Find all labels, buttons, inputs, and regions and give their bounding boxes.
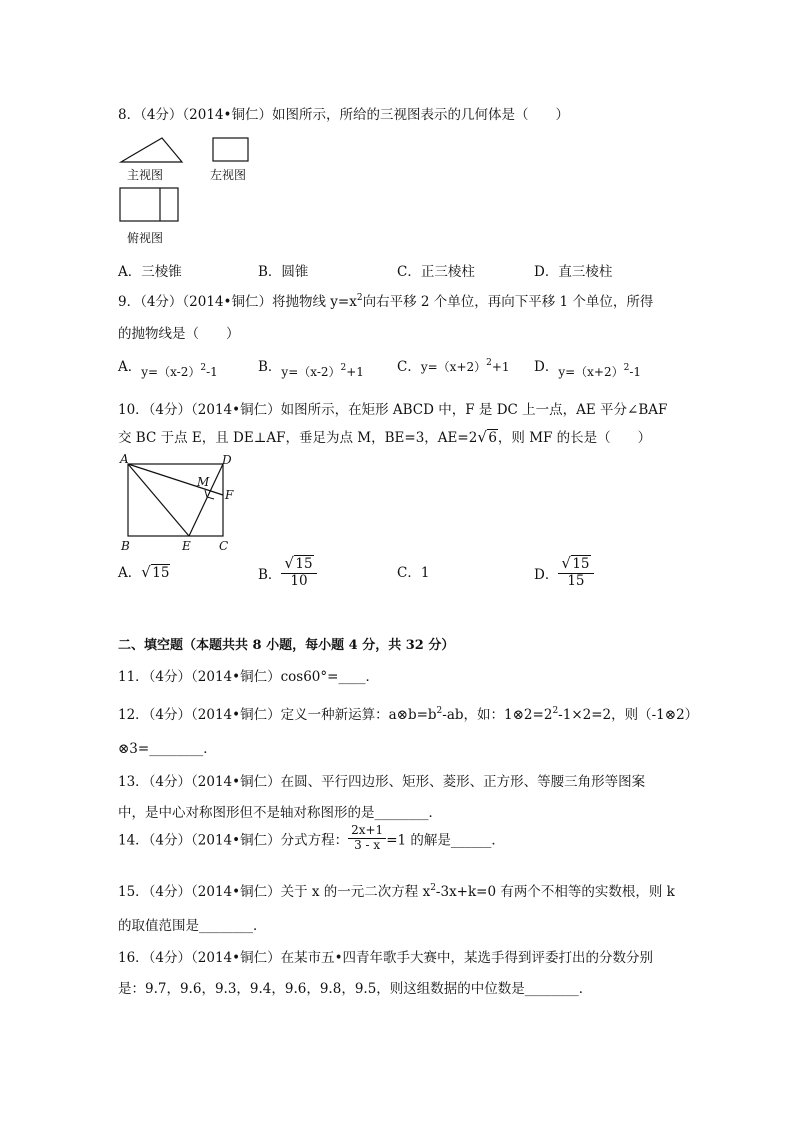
label-a: A: [120, 452, 129, 466]
q8-left-view-rect: [211, 136, 251, 164]
segment-ae: [128, 464, 189, 536]
q15-line1: 15．（4分）（2014•铜仁）关于 x 的一元二次方程 $x^2-3x+k=0$ 有两个不相等的实数根，则 k: [118, 883, 675, 900]
q10-option-d: D． √ 15 15: [534, 557, 594, 589]
sqrt-6: √ 6: [477, 428, 497, 446]
label-e: E: [182, 539, 191, 553]
q16-line1: 16．（4分）（2014•铜仁）在某市五•四青年歌手大赛中，某选手得到评委打出的分数分别: [118, 950, 654, 966]
q8-stem: 8．（4分）（2014•铜仁）如图所示，所给的三视图表示的几何体是（ ）: [118, 107, 569, 123]
q8-left-view-label: 左视图: [210, 168, 247, 182]
q13-line1: 13．（4分）（2014•铜仁）在圆、平行四边形、矩形、菱形、正方形、等腰三角形等图案: [118, 774, 646, 790]
q16-line2: 是：9.7，9.6，9.3，9.4，9.6，9.8，9.5，则这组数据的中位数是________．: [118, 981, 593, 997]
q14: 14．（4分）（2014•铜仁）分式方程： $\frac{2x+1}{3 - x}$ =1 的解是______．: [118, 823, 505, 852]
q8-option-b: B．圆锥: [258, 264, 309, 280]
label-m: M: [197, 475, 210, 489]
label-b: B: [121, 539, 130, 553]
q9-line2: 的抛物线是（ ）: [118, 326, 240, 342]
q9-line1: 9．（4分）（2014•铜仁）将抛物线 $y=x^2$向右平移 2 个单位，再向下平移 1 个单位，所得: [118, 293, 654, 310]
q8-top-view-label: 俯视图: [127, 231, 164, 245]
q8-option-a: A．三棱锥: [118, 264, 182, 280]
q9-option-b: B．$y=(x-2)^2+1$: [258, 359, 364, 379]
section-2-heading: 二、填空题（本题共共 8 小题，每小题 4 分，共 32 分）: [118, 638, 455, 653]
q8-front-view-triangle: [118, 135, 188, 167]
label-c: C: [219, 539, 229, 553]
q8-option-c: C．正三棱柱: [397, 264, 475, 280]
q10-rectangle-figure: [112, 448, 242, 558]
q15-line2: 的取值范围是________．: [118, 918, 267, 934]
q10-option-b: B． √ 15 10: [258, 557, 317, 589]
q13-line2: 中，是中心对称图形但不是轴对称图形的是________．: [118, 805, 442, 821]
q12-line1: 12．（4分）（2014•铜仁）定义一种新运算：$a\otimes b=b^2-ab$，如：$1\otimes 2=2^2-1\times 2=2$，则（-1⊗2）: [118, 706, 699, 723]
q11: 11．（4分）（2014•铜仁）cos60°=____．: [118, 669, 379, 685]
q10-line2: 交 BC 于点 E，且 DE⊥AF，垂足为点 M，BE=3，AE=2 √ 6，则 MF 的长是（ ）: [118, 428, 652, 446]
q8-front-view-label: 主视图: [127, 168, 164, 182]
q9-option-d: D．$y=(x+2)^2-1$: [534, 359, 642, 379]
q10-option-c: C．1: [397, 565, 430, 581]
label-f: F: [225, 488, 234, 502]
q10-option-a: A． √ 15: [118, 563, 170, 581]
q12-line2: ⊗3=________．: [118, 741, 217, 757]
label-d: D: [222, 453, 232, 467]
q8-option-d: D．直三棱柱: [534, 264, 613, 280]
q8-top-view-rect: [118, 186, 182, 224]
q9-option-c: C．$y=(x+2)^2+1$: [397, 358, 510, 375]
q9-option-a: A．$y=(x-2)^2-1$: [118, 359, 218, 379]
q10-line1: 10．（4分）（2014•铜仁）如图所示，在矩形 ABCD 中，F 是 DC 上一点，AE 平分∠BAF: [118, 402, 668, 418]
